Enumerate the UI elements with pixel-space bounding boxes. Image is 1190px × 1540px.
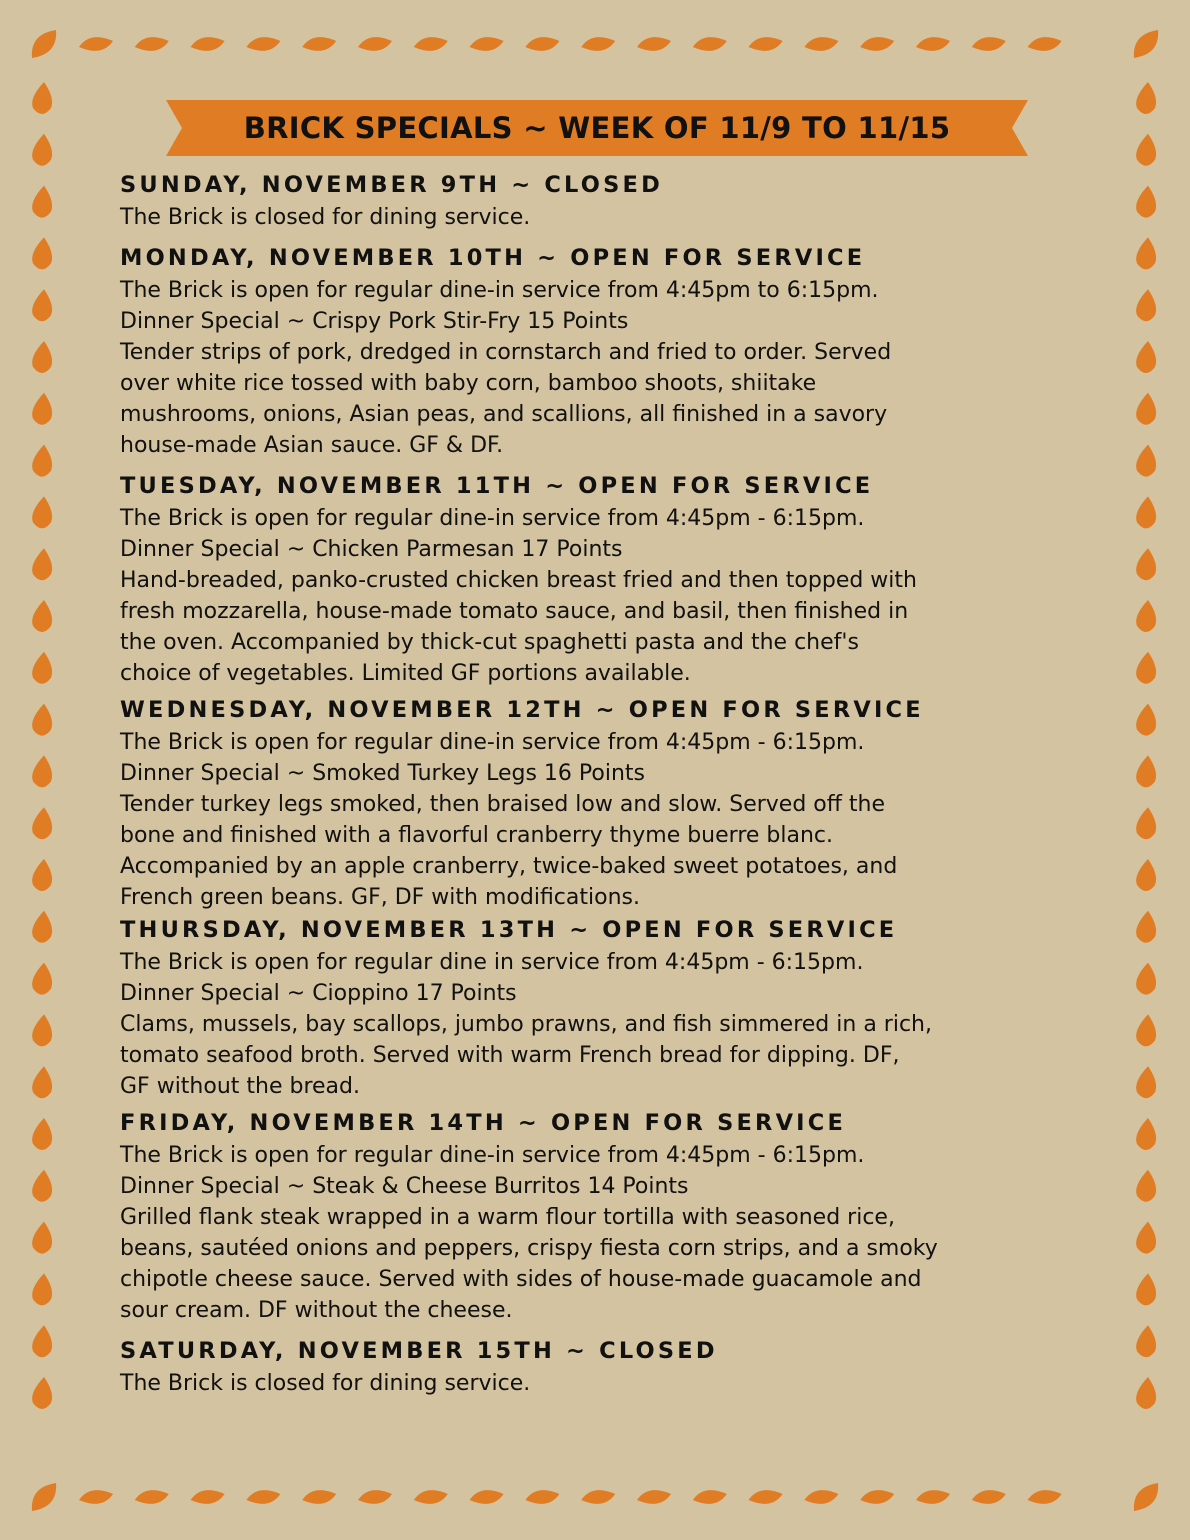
description-line: choice of vegetables. Limited GF portions available. <box>120 661 691 686</box>
special-description <box>120 337 1080 461</box>
leaf-icon <box>32 600 52 632</box>
dinner-special: Dinner Special ~ Cioppino 17 Points <box>120 981 517 1006</box>
leaf-icon <box>1136 134 1156 166</box>
leaf-icon <box>916 1490 950 1504</box>
leaf-icon <box>32 445 52 477</box>
leaf-icon <box>358 37 392 51</box>
leaf-icon <box>804 1490 838 1504</box>
leaf-icon <box>32 134 52 166</box>
dinner-special: Dinner Special ~ Crispy Pork Stir-Fry 15 Points <box>120 309 629 334</box>
leaf-icon <box>246 37 280 51</box>
leaf-icon <box>358 1490 392 1504</box>
dinner-special: Dinner Special ~ Smoked Turkey Legs 16 Points <box>120 761 645 786</box>
leaf-icon <box>32 652 52 684</box>
leaf-icon <box>135 1490 169 1504</box>
day-heading: SATURDAY, NOVEMBER 15TH ~ CLOSED <box>120 1338 718 1364</box>
day-status: The Brick is open for regular dine-in service from 4:45pm - 6:15pm. <box>120 1143 865 1168</box>
leaf-icon <box>32 859 52 891</box>
description-line: Tender turkey legs smoked, then braised low and slow. Served off the <box>120 792 886 817</box>
leaf-icon <box>1136 1273 1156 1305</box>
leaf-icon <box>191 1490 225 1504</box>
leaf-icon <box>525 1490 559 1504</box>
leaf-icon <box>470 1490 504 1504</box>
leaf-icon <box>525 37 559 51</box>
leaf-icon <box>972 37 1006 51</box>
description-line: fresh mozzarella, house-made tomato sauce, and basil, then finished in <box>120 599 909 624</box>
leaf-icon <box>1136 652 1156 684</box>
leaf-icon <box>1136 1222 1156 1254</box>
leaf-icon <box>32 496 52 528</box>
leaf-icon <box>79 37 113 51</box>
description-line: Tender strips of pork, dredged in cornstarch and fried to order. Served <box>120 340 892 365</box>
description-line: French green beans. GF, DF with modifications. <box>120 885 640 910</box>
dinner-special: Dinner Special ~ Steak & Cheese Burritos 14 Points <box>120 1174 689 1199</box>
leaf-icon <box>1136 807 1156 839</box>
leaf-icon <box>1134 30 1158 58</box>
day-heading: WEDNESDAY, NOVEMBER 12TH ~ OPEN FOR SERVICE <box>120 697 924 723</box>
leaf-icon <box>860 37 894 51</box>
specials-list <box>120 168 1080 1399</box>
description-line: over white rice tossed with baby corn, bamboo shoots, shiitake <box>120 371 817 396</box>
leaf-icon <box>32 30 56 58</box>
leaf-icon <box>32 911 52 943</box>
day-status: The Brick is open for regular dine-in service from 4:45pm - 6:15pm. <box>120 730 865 755</box>
day-tuesday <box>120 469 1080 689</box>
leaf-icon <box>1136 600 1156 632</box>
leaf-icon <box>32 1066 52 1098</box>
leaf-icon <box>32 1377 52 1409</box>
leaf-icon <box>1136 237 1156 269</box>
leaf-icon <box>32 393 52 425</box>
leaf-icon <box>32 1483 56 1511</box>
leaf-icon <box>135 37 169 51</box>
leaf-icon <box>414 37 448 51</box>
leaf-icon <box>1136 1014 1156 1046</box>
day-wednesday <box>120 693 1080 913</box>
leaf-icon <box>1136 1118 1156 1150</box>
title-banner <box>166 100 1028 156</box>
leaf-icon <box>302 1490 336 1504</box>
leaf-icon <box>1136 859 1156 891</box>
leaf-icon <box>1136 1325 1156 1357</box>
special-description <box>120 1009 1080 1102</box>
leaf-icon <box>916 37 950 51</box>
description-line: beans, sautéed onions and peppers, crispy fiesta corn strips, and a smoky <box>120 1236 938 1261</box>
day-heading: THURSDAY, NOVEMBER 13TH ~ OPEN FOR SERVICE <box>120 917 898 943</box>
day-thursday <box>120 913 1080 1102</box>
day-heading: TUESDAY, NOVEMBER 11TH ~ OPEN FOR SERVICE <box>120 473 874 499</box>
day-friday <box>120 1106 1080 1326</box>
leaf-icon <box>1136 496 1156 528</box>
leaf-icon <box>1028 37 1062 51</box>
day-saturday <box>120 1334 1080 1399</box>
leaf-icon <box>32 82 52 114</box>
leaf-icon <box>972 1490 1006 1504</box>
leaf-icon <box>302 37 336 51</box>
description-line: Clams, mussels, bay scallops, jumbo prawns, and fish simmered in a rich, <box>120 1012 932 1037</box>
leaf-icon <box>32 807 52 839</box>
leaf-icon <box>32 1273 52 1305</box>
description-line: Hand-breaded, panko-crusted chicken breast fried and then topped with <box>120 568 917 593</box>
day-heading: FRIDAY, NOVEMBER 14TH ~ OPEN FOR SERVICE <box>120 1110 847 1136</box>
leaf-icon <box>581 37 615 51</box>
leaf-icon <box>1136 963 1156 995</box>
leaf-icon <box>32 1222 52 1254</box>
leaf-icon <box>749 37 783 51</box>
leaf-icon <box>32 237 52 269</box>
leaf-icon <box>693 37 727 51</box>
leaf-icon <box>804 37 838 51</box>
leaf-icon <box>32 1118 52 1150</box>
leaf-icon <box>860 1490 894 1504</box>
leaf-icon <box>1136 82 1156 114</box>
description-line: the oven. Accompanied by thick-cut spaghetti pasta and the chef's <box>120 630 859 655</box>
special-description <box>120 565 1080 689</box>
leaf-icon <box>32 755 52 787</box>
description-line: GF without the bread. <box>120 1074 360 1099</box>
description-line: Accompanied by an apple cranberry, twice-baked sweet potatoes, and <box>120 854 898 879</box>
leaf-icon <box>32 963 52 995</box>
leaf-icon <box>581 1490 615 1504</box>
leaf-icon <box>32 548 52 580</box>
leaf-icon <box>637 37 671 51</box>
leaf-icon <box>1136 704 1156 736</box>
day-status: The Brick is open for regular dine-in service from 4:45pm - 6:15pm. <box>120 506 865 531</box>
day-heading: SUNDAY, NOVEMBER 9TH ~ CLOSED <box>120 172 663 198</box>
description-line: chipotle cheese sauce. Served with sides of house-made guacamole and <box>120 1267 922 1292</box>
leaf-icon <box>1136 911 1156 943</box>
leaf-icon <box>749 1490 783 1504</box>
leaf-icon <box>32 289 52 321</box>
leaf-icon <box>32 1325 52 1357</box>
page-title: BRICK SPECIALS ~ WEEK OF 11/9 TO 11/15 <box>243 111 951 145</box>
leaf-icon <box>32 186 52 218</box>
leaf-icon <box>1028 1490 1062 1504</box>
leaf-icon <box>637 1490 671 1504</box>
leaf-icon <box>32 704 52 736</box>
leaf-icon <box>246 1490 280 1504</box>
description-line: house-made Asian sauce. GF & DF. <box>120 433 504 458</box>
leaf-icon <box>32 1014 52 1046</box>
leaf-icon <box>1136 445 1156 477</box>
day-status: The Brick is open for regular dine-in service from 4:45pm to 6:15pm. <box>120 278 879 303</box>
leaf-icon <box>79 1490 113 1504</box>
leaf-icon <box>1136 341 1156 373</box>
leaf-icon <box>1136 1066 1156 1098</box>
description-line: tomato seafood broth. Served with warm French bread for dipping. DF, <box>120 1043 900 1068</box>
leaf-icon <box>1136 548 1156 580</box>
description-line: sour cream. DF without the cheese. <box>120 1298 513 1323</box>
day-status: The Brick is open for regular dine in service from 4:45pm - 6:15pm. <box>120 950 864 975</box>
description-line: mushrooms, onions, Asian peas, and scallions, all finished in a savory <box>120 402 888 427</box>
leaf-icon <box>1136 186 1156 218</box>
leaf-icon <box>693 1490 727 1504</box>
leaf-icon <box>414 1490 448 1504</box>
leaf-icon <box>191 37 225 51</box>
leaf-icon <box>32 341 52 373</box>
day-status: The Brick is closed for dining service. <box>120 1371 531 1396</box>
special-description <box>120 789 1080 913</box>
description-line: Grilled flank steak wrapped in a warm flour tortilla with seasoned rice, <box>120 1205 895 1230</box>
description-line: bone and finished with a flavorful cranberry thyme buerre blanc. <box>120 823 834 848</box>
leaf-icon <box>1136 755 1156 787</box>
leaf-icon <box>1134 1483 1158 1511</box>
day-sunday <box>120 168 1080 233</box>
day-monday <box>120 241 1080 461</box>
dinner-special: Dinner Special ~ Chicken Parmesan 17 Points <box>120 537 623 562</box>
leaf-icon <box>1136 289 1156 321</box>
special-description <box>120 1202 1080 1326</box>
day-heading: MONDAY, NOVEMBER 10TH ~ OPEN FOR SERVICE <box>120 245 866 271</box>
leaf-icon <box>1136 393 1156 425</box>
leaf-icon <box>1136 1170 1156 1202</box>
day-status: The Brick is closed for dining service. <box>120 205 531 230</box>
leaf-icon <box>32 1170 52 1202</box>
leaf-icon <box>1136 1377 1156 1409</box>
leaf-icon <box>470 37 504 51</box>
